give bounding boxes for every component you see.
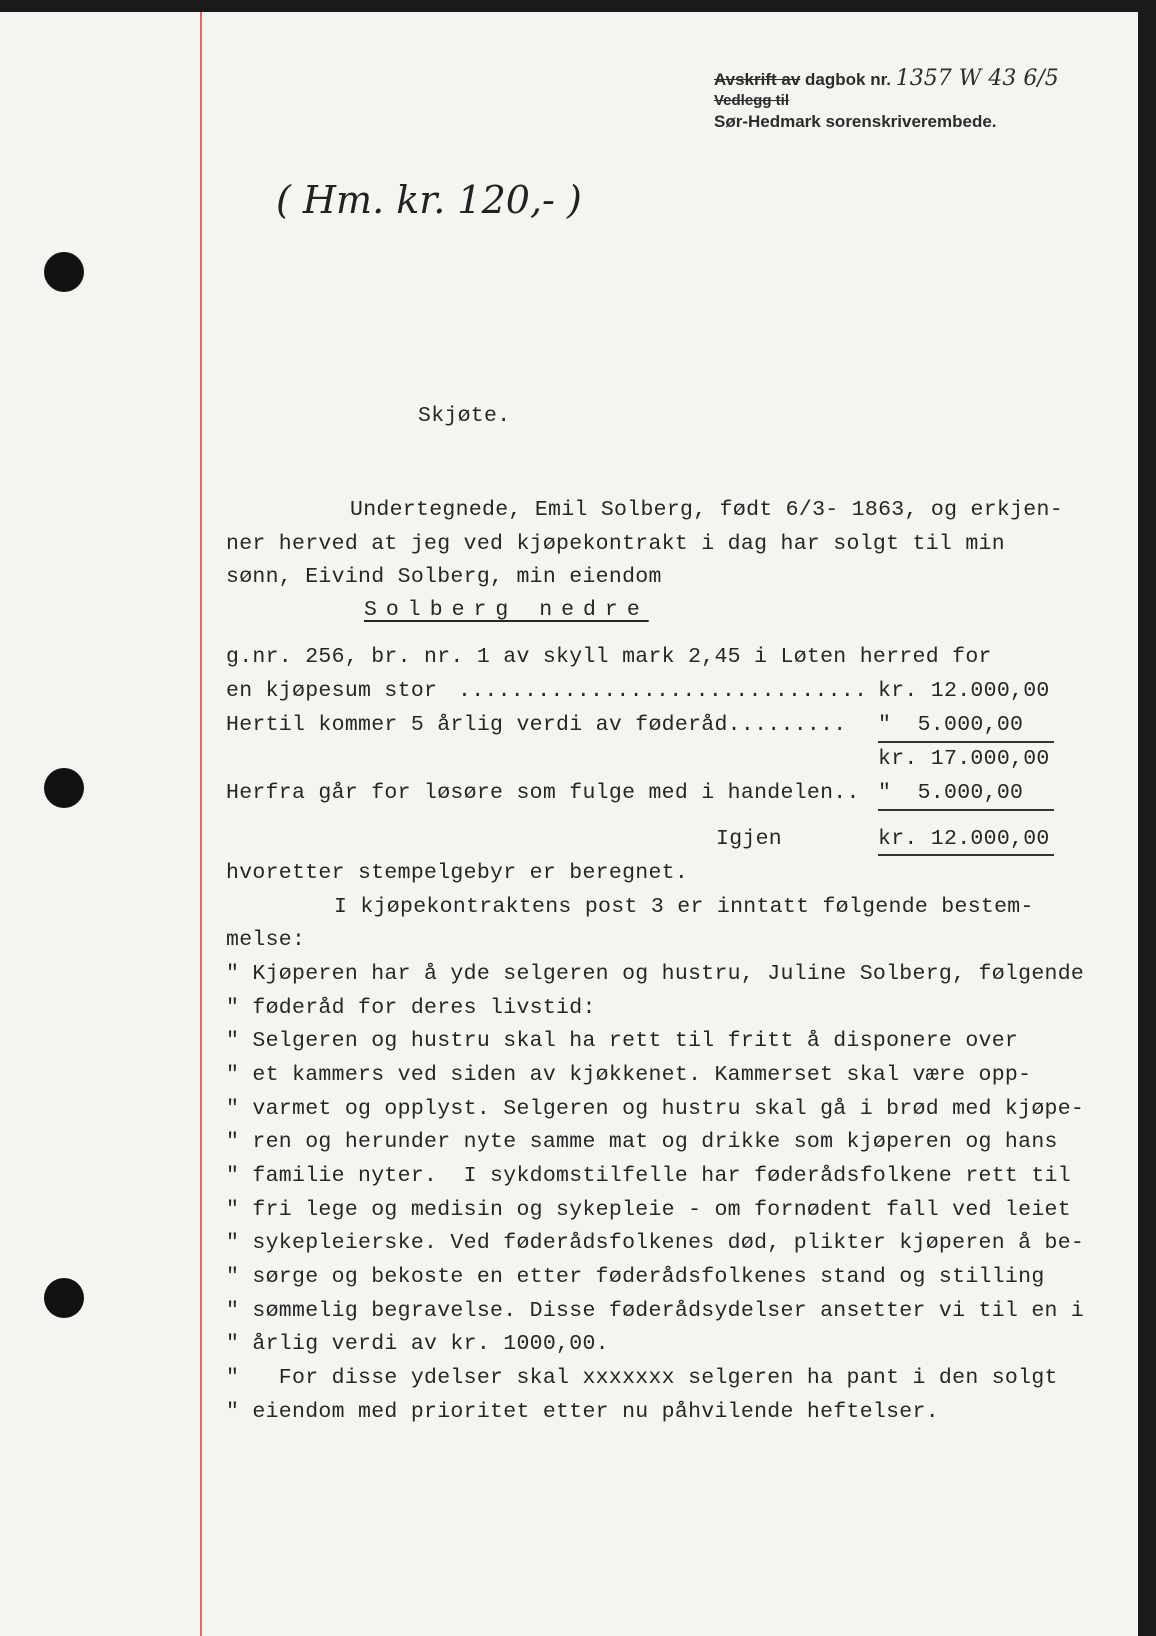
quote-line: " sykepleierske. Ved føderådsfolkenes død, plikter kjøperen å be- [226,1231,1085,1255]
sum-rule [878,809,1054,811]
document-page [0,12,1138,1636]
intro-line: Undertegnede, Emil Solberg, født 6/3- 1863, og erkjen- [350,498,1063,522]
quote-line: " fri lege og medisin og sykepleie - om fornødent fall ved leiet [226,1198,1071,1222]
calc-label: en kjøpesum stor [226,679,451,703]
quote-line: " årlig verdi av kr. 1000,00. [226,1332,609,1356]
intro-line: ner herved at jeg ved kjøpekontrakt i dag har solgt til min [226,532,1005,556]
calc-amount: " 5.000,00 [878,781,1024,805]
stamp-line-2 [714,92,789,109]
stamp-office: Sør-Hedmark sorenskriverembede. [714,112,997,131]
sum-rule [878,741,1054,743]
total-rule [878,854,1054,856]
stamp-line-3 [714,112,997,132]
quote-line: " et kammers ved siden av kjøkkenet. Kammerset skal være opp- [226,1063,1032,1087]
body-line: hvoretter stempelgebyr er beregnet. [226,861,689,885]
calc-amount: kr. 12.000,00 [878,679,1050,703]
stamp-line-1 [714,66,1059,91]
calc-leader: ............................... [458,679,868,703]
calc-amount: " 5.000,00 [878,713,1024,737]
punch-hole-icon [44,252,84,292]
calc-label: Igjen [716,827,783,851]
body-line: I kjøpekontraktens post 3 er inntatt følgende bestem- [334,895,1034,919]
calc-amount: kr. 17.000,00 [878,747,1050,771]
handwritten-fee-note: ( Hm. kr. 120,- ) [276,178,582,222]
property-line: g.nr. 256, br. nr. 1 av skyll mark 2,45 i Løten herred for [226,645,992,669]
quote-line: " For disse ydelser skal xxxxxxx selgeren ha pant i den solgt [226,1366,1058,1390]
property-name: Solberg nedre [364,598,649,622]
punch-hole-icon [44,768,84,808]
quote-line: " Kjøperen har å yde selgeren og hustru, Juline Solberg, følgende [226,962,1085,986]
dagbok-number: 1357 W 43 6/5 [895,66,1059,91]
quote-line: " sørge og bekoste en etter føderådsfolkenes stand og stilling [226,1265,1045,1289]
document-heading: Skjøte. [418,404,511,428]
punch-hole-icon [44,1278,84,1318]
stamp-label: dagbok nr. [805,70,892,89]
stamp-struck-text: Vedlegg til [714,92,790,109]
quote-line: " varmet og opplyst. Selgeren og hustru skal gå i brød med kjøpe- [226,1097,1085,1121]
quote-line: " familie nyter. I sykdomstilfelle har føderådsfolkene rett til [226,1164,1071,1188]
quote-line: " sømmelig begravelse. Disse føderådsydelser ansetter vi til en i [226,1299,1085,1323]
quote-line: " føderåd for deres livstid: [226,996,596,1020]
quote-line: " ren og herunder nyte samme mat og drikke som kjøperen og hans [226,1130,1058,1154]
body-line: melse: [226,928,306,952]
calc-amount: kr. 12.000,00 [878,827,1050,851]
calc-label: Hertil kommer 5 årlig verdi av føderåd......... [226,713,847,737]
calc-label: Herfra går for løsøre som fulge med i handelen.. [226,781,860,805]
stamp-struck-text: Avskrift av [714,70,801,89]
quote-line: " Selgeren og hustru skal ha rett til fritt å disponere over [226,1029,1019,1053]
margin-line [200,12,202,1636]
quote-line: " eiendom med prioritet etter nu påhvilende heftelser. [226,1400,939,1424]
intro-line: sønn, Eivind Solberg, min eiendom [226,565,662,589]
